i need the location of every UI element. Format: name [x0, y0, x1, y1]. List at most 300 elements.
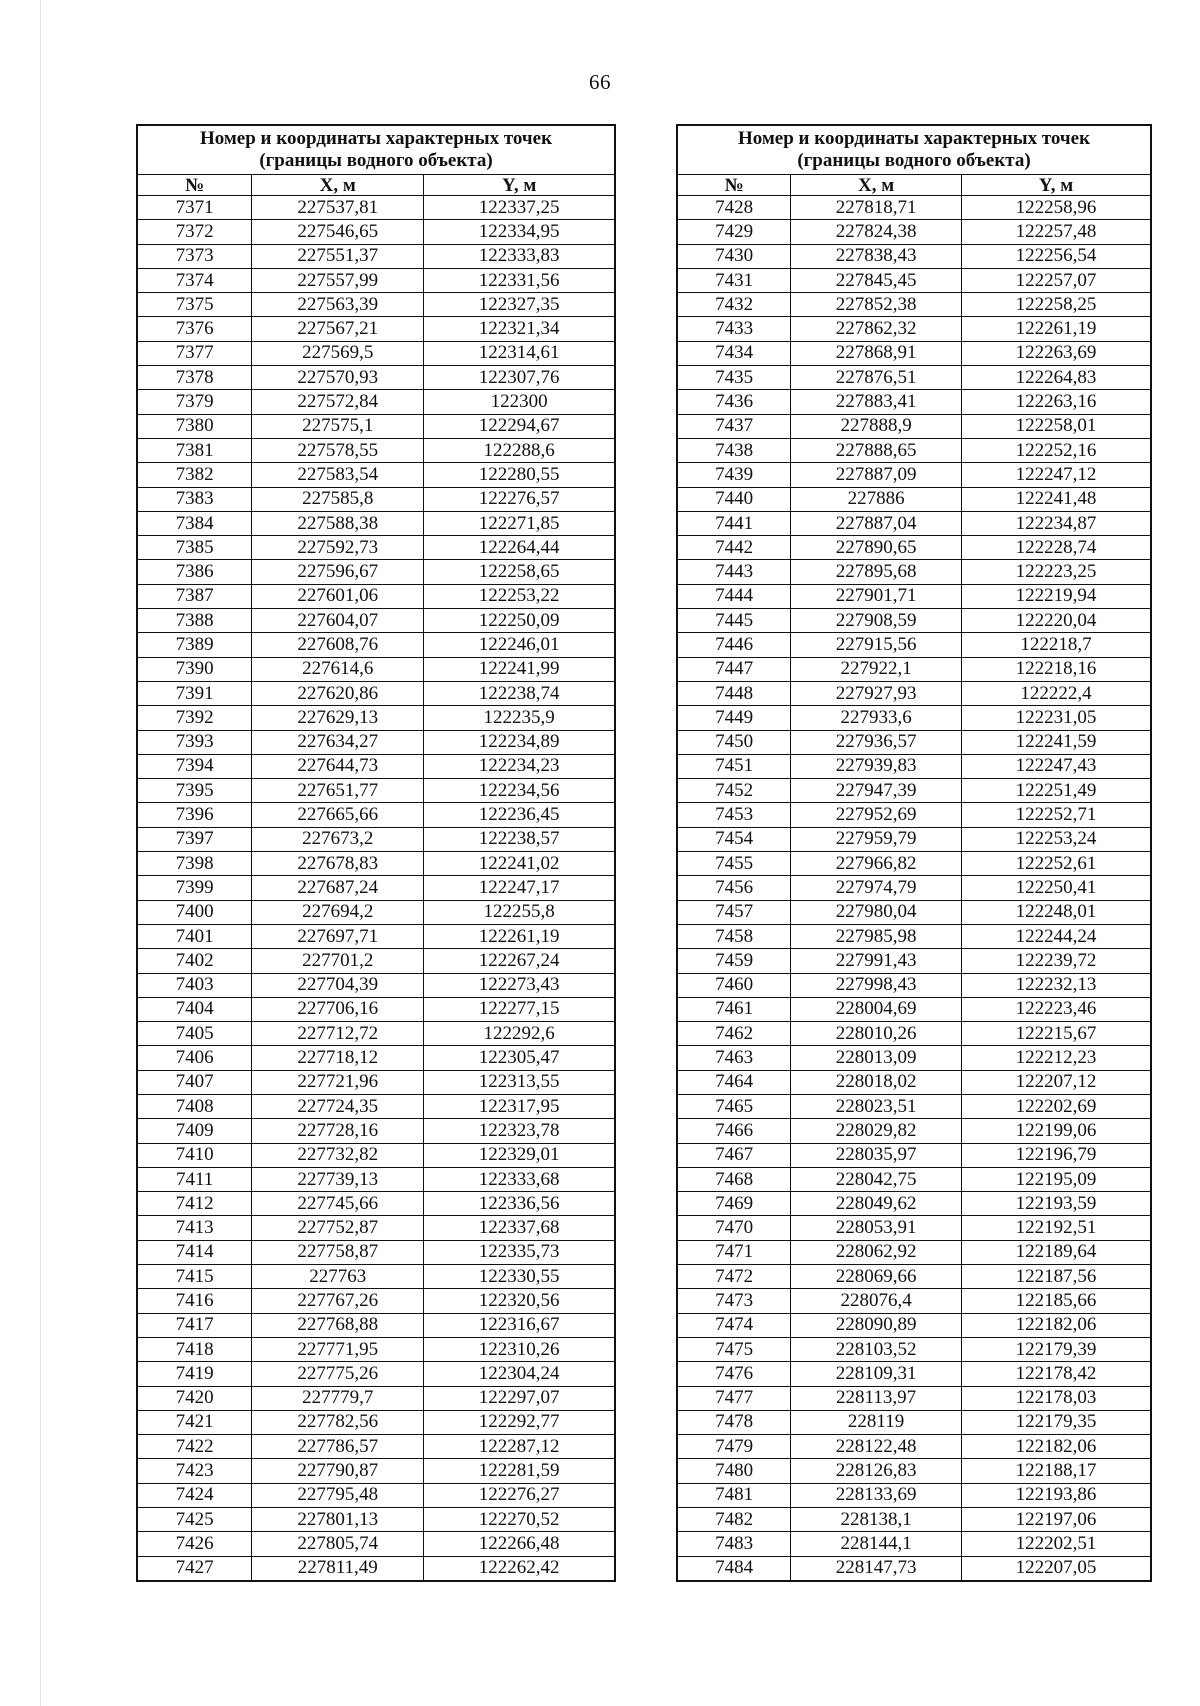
x-coordinate-cell: 227578,55 — [252, 438, 424, 462]
table-row — [677, 924, 1151, 948]
table-row — [677, 997, 1151, 1021]
point-number-cell: 7449 — [677, 706, 791, 730]
table-row — [137, 1459, 615, 1483]
table-row — [137, 609, 615, 633]
y-coordinate-cell: 122234,87 — [961, 511, 1151, 535]
y-coordinate-cell: 122222,4 — [961, 681, 1151, 705]
point-number-cell: 7420 — [137, 1386, 252, 1410]
point-number-cell: 7452 — [677, 779, 791, 803]
y-coordinate-cell: 122263,69 — [961, 341, 1151, 365]
y-coordinate-cell: 122250,41 — [961, 876, 1151, 900]
point-number-cell: 7374 — [137, 268, 252, 292]
x-coordinate-cell: 227862,32 — [791, 317, 962, 341]
x-coordinate-cell: 228138,1 — [791, 1508, 962, 1532]
table-row — [137, 584, 615, 608]
table-row — [137, 1070, 615, 1094]
point-number-cell: 7477 — [677, 1386, 791, 1410]
x-coordinate-cell: 227771,95 — [252, 1337, 424, 1361]
x-coordinate-cell: 227998,43 — [791, 973, 962, 997]
point-number-cell: 7423 — [137, 1459, 252, 1483]
table-row — [137, 1313, 615, 1337]
y-coordinate-cell: 122220,04 — [961, 609, 1151, 633]
table-row — [677, 657, 1151, 681]
point-number-cell: 7386 — [137, 560, 252, 584]
x-coordinate-cell: 227537,81 — [252, 196, 424, 220]
table-row — [677, 438, 1151, 462]
table-row — [137, 463, 615, 487]
y-coordinate-cell: 122255,8 — [424, 900, 615, 924]
table-row — [137, 1119, 615, 1143]
point-number-cell: 7393 — [137, 730, 252, 754]
point-number-cell: 7379 — [137, 390, 252, 414]
x-coordinate-cell: 227551,37 — [252, 244, 424, 268]
x-coordinate-cell: 227985,98 — [791, 924, 962, 948]
y-coordinate-cell: 122263,16 — [961, 390, 1151, 414]
table-row — [137, 1508, 615, 1532]
y-coordinate-cell: 122189,64 — [961, 1240, 1151, 1264]
table-row — [137, 244, 615, 268]
table-row — [137, 1094, 615, 1118]
x-coordinate-cell: 227883,41 — [791, 390, 962, 414]
point-number-cell: 7446 — [677, 633, 791, 657]
table-caption — [137, 125, 615, 175]
x-coordinate-cell: 227947,39 — [791, 779, 962, 803]
table-row — [137, 633, 615, 657]
x-coordinate-cell: 227959,79 — [791, 827, 962, 851]
column-header-y: Y, м — [961, 175, 1151, 196]
x-coordinate-cell: 228013,09 — [791, 1046, 962, 1070]
table-row — [137, 317, 615, 341]
coordinates-table-right — [676, 124, 1152, 1582]
x-coordinate-cell: 227895,68 — [791, 560, 962, 584]
table-row — [137, 997, 615, 1021]
table-row — [137, 511, 615, 535]
table-row — [137, 973, 615, 997]
table-header-row — [677, 175, 1151, 196]
x-coordinate-cell: 227790,87 — [252, 1459, 424, 1483]
point-number-cell: 7399 — [137, 876, 252, 900]
y-coordinate-cell: 122179,39 — [961, 1337, 1151, 1361]
y-coordinate-cell: 122202,51 — [961, 1532, 1151, 1556]
table-row — [677, 220, 1151, 244]
x-coordinate-cell: 227888,9 — [791, 414, 962, 438]
x-coordinate-cell: 227634,27 — [252, 730, 424, 754]
y-coordinate-cell: 122247,12 — [961, 463, 1151, 487]
x-coordinate-cell: 227966,82 — [791, 852, 962, 876]
point-number-cell: 7447 — [677, 657, 791, 681]
point-number-cell: 7380 — [137, 414, 252, 438]
x-coordinate-cell: 227939,83 — [791, 754, 962, 778]
y-coordinate-cell: 122246,01 — [424, 633, 615, 657]
table-row — [137, 560, 615, 584]
x-coordinate-cell: 227915,56 — [791, 633, 962, 657]
point-number-cell: 7479 — [677, 1435, 791, 1459]
y-coordinate-cell: 122241,59 — [961, 730, 1151, 754]
x-coordinate-cell: 227601,06 — [252, 584, 424, 608]
table-row — [677, 1240, 1151, 1264]
x-coordinate-cell: 227933,6 — [791, 706, 962, 730]
point-number-cell: 7459 — [677, 949, 791, 973]
point-number-cell: 7401 — [137, 924, 252, 948]
point-number-cell: 7382 — [137, 463, 252, 487]
point-number-cell: 7419 — [137, 1362, 252, 1386]
x-coordinate-cell: 228144,1 — [791, 1532, 962, 1556]
table-row — [677, 1094, 1151, 1118]
point-number-cell: 7429 — [677, 220, 791, 244]
table-row — [677, 1386, 1151, 1410]
table-row — [137, 341, 615, 365]
x-coordinate-cell: 227687,24 — [252, 876, 424, 900]
table-row — [137, 1410, 615, 1434]
y-coordinate-cell: 122257,48 — [961, 220, 1151, 244]
point-number-cell: 7475 — [677, 1337, 791, 1361]
point-number-cell: 7426 — [137, 1532, 252, 1556]
x-coordinate-cell: 227795,48 — [252, 1483, 424, 1507]
x-coordinate-cell: 227838,43 — [791, 244, 962, 268]
point-number-cell: 7377 — [137, 341, 252, 365]
point-number-cell: 7427 — [137, 1556, 252, 1581]
table-row — [137, 1022, 615, 1046]
table-row — [677, 779, 1151, 803]
point-number-cell: 7458 — [677, 924, 791, 948]
x-coordinate-cell: 227570,93 — [252, 366, 424, 390]
x-coordinate-cell: 227724,35 — [252, 1094, 424, 1118]
table-row — [137, 1337, 615, 1361]
x-coordinate-cell: 228147,73 — [791, 1556, 962, 1581]
table-caption — [677, 125, 1151, 175]
x-coordinate-cell: 227620,86 — [252, 681, 424, 705]
point-number-cell: 7410 — [137, 1143, 252, 1167]
point-number-cell: 7425 — [137, 1508, 252, 1532]
point-number-cell: 7373 — [137, 244, 252, 268]
point-number-cell: 7463 — [677, 1046, 791, 1070]
table-row — [677, 949, 1151, 973]
y-coordinate-cell: 122207,12 — [961, 1070, 1151, 1094]
y-coordinate-cell: 122288,6 — [424, 438, 615, 462]
table-row — [137, 754, 615, 778]
point-number-cell: 7471 — [677, 1240, 791, 1264]
x-coordinate-cell: 227811,49 — [252, 1556, 424, 1581]
x-coordinate-cell: 228010,26 — [791, 1022, 962, 1046]
x-coordinate-cell: 227801,13 — [252, 1508, 424, 1532]
x-coordinate-cell: 228029,82 — [791, 1119, 962, 1143]
x-coordinate-cell: 227706,16 — [252, 997, 424, 1021]
table-row — [677, 196, 1151, 220]
point-number-cell: 7439 — [677, 463, 791, 487]
table-row — [677, 1046, 1151, 1070]
x-coordinate-cell: 227697,71 — [252, 924, 424, 948]
table-row — [677, 876, 1151, 900]
y-coordinate-cell: 122320,56 — [424, 1289, 615, 1313]
point-number-cell: 7394 — [137, 754, 252, 778]
point-number-cell: 7470 — [677, 1216, 791, 1240]
x-coordinate-cell: 227752,87 — [252, 1216, 424, 1240]
point-number-cell: 7473 — [677, 1289, 791, 1313]
y-coordinate-cell: 122335,73 — [424, 1240, 615, 1264]
point-number-cell: 7428 — [677, 196, 791, 220]
table-row — [137, 414, 615, 438]
y-coordinate-cell: 122297,07 — [424, 1386, 615, 1410]
table-row — [137, 1240, 615, 1264]
point-number-cell: 7462 — [677, 1022, 791, 1046]
y-coordinate-cell: 122258,25 — [961, 293, 1151, 317]
point-number-cell: 7384 — [137, 511, 252, 535]
point-number-cell: 7460 — [677, 973, 791, 997]
point-number-cell: 7483 — [677, 1532, 791, 1556]
x-coordinate-cell: 228126,83 — [791, 1459, 962, 1483]
point-number-cell: 7430 — [677, 244, 791, 268]
point-number-cell: 7418 — [137, 1337, 252, 1361]
table-body — [137, 196, 615, 1581]
table-row — [137, 852, 615, 876]
table-row — [677, 1022, 1151, 1046]
point-number-cell: 7385 — [137, 536, 252, 560]
x-coordinate-cell: 227712,72 — [252, 1022, 424, 1046]
y-coordinate-cell: 122238,74 — [424, 681, 615, 705]
x-coordinate-cell: 228109,31 — [791, 1362, 962, 1386]
y-coordinate-cell: 122252,71 — [961, 803, 1151, 827]
table-caption-row — [677, 125, 1151, 175]
x-coordinate-cell: 227608,76 — [252, 633, 424, 657]
x-coordinate-cell: 227936,57 — [791, 730, 962, 754]
y-coordinate-cell: 122234,56 — [424, 779, 615, 803]
x-coordinate-cell: 227886 — [791, 487, 962, 511]
x-coordinate-cell: 227952,69 — [791, 803, 962, 827]
y-coordinate-cell: 122239,72 — [961, 949, 1151, 973]
y-coordinate-cell: 122199,06 — [961, 1119, 1151, 1143]
table-row — [137, 1046, 615, 1070]
x-coordinate-cell: 227557,99 — [252, 268, 424, 292]
x-coordinate-cell: 227728,16 — [252, 1119, 424, 1143]
table-row — [137, 706, 615, 730]
x-coordinate-cell: 227673,2 — [252, 827, 424, 851]
table-row — [677, 827, 1151, 851]
point-number-cell: 7397 — [137, 827, 252, 851]
y-coordinate-cell: 122248,01 — [961, 900, 1151, 924]
point-number-cell: 7390 — [137, 657, 252, 681]
x-coordinate-cell: 227805,74 — [252, 1532, 424, 1556]
x-coordinate-cell: 227991,43 — [791, 949, 962, 973]
table-row — [677, 317, 1151, 341]
y-coordinate-cell: 122178,42 — [961, 1362, 1151, 1386]
y-coordinate-cell: 122294,67 — [424, 414, 615, 438]
table-row — [137, 293, 615, 317]
y-coordinate-cell: 122234,89 — [424, 730, 615, 754]
x-coordinate-cell: 227721,96 — [252, 1070, 424, 1094]
point-number-cell: 7404 — [137, 997, 252, 1021]
y-coordinate-cell: 122276,57 — [424, 487, 615, 511]
x-coordinate-cell: 227768,88 — [252, 1313, 424, 1337]
point-number-cell: 7392 — [137, 706, 252, 730]
table-row — [137, 1167, 615, 1191]
y-coordinate-cell: 122182,06 — [961, 1313, 1151, 1337]
y-coordinate-cell: 122300 — [424, 390, 615, 414]
y-coordinate-cell: 122257,07 — [961, 268, 1151, 292]
point-number-cell: 7371 — [137, 196, 252, 220]
x-coordinate-cell: 227732,82 — [252, 1143, 424, 1167]
point-number-cell: 7389 — [137, 633, 252, 657]
y-coordinate-cell: 122253,22 — [424, 584, 615, 608]
x-coordinate-cell: 228122,48 — [791, 1435, 962, 1459]
table-row — [677, 487, 1151, 511]
table-row — [677, 803, 1151, 827]
y-coordinate-cell: 122228,74 — [961, 536, 1151, 560]
point-number-cell: 7457 — [677, 900, 791, 924]
table-row — [137, 220, 615, 244]
y-coordinate-cell: 122253,24 — [961, 827, 1151, 851]
table-row — [137, 779, 615, 803]
y-coordinate-cell: 122310,26 — [424, 1337, 615, 1361]
coordinates-table-left — [136, 124, 616, 1582]
point-number-cell: 7468 — [677, 1167, 791, 1191]
point-number-cell: 7414 — [137, 1240, 252, 1264]
y-coordinate-cell: 122192,51 — [961, 1216, 1151, 1240]
y-coordinate-cell: 122178,03 — [961, 1386, 1151, 1410]
x-coordinate-cell: 228042,75 — [791, 1167, 962, 1191]
table-row — [137, 1532, 615, 1556]
point-number-cell: 7455 — [677, 852, 791, 876]
column-header-number: № — [137, 175, 252, 196]
point-number-cell: 7433 — [677, 317, 791, 341]
y-coordinate-cell: 122264,44 — [424, 536, 615, 560]
point-number-cell: 7442 — [677, 536, 791, 560]
point-number-cell: 7372 — [137, 220, 252, 244]
x-coordinate-cell: 227585,8 — [252, 487, 424, 511]
table-row — [677, 536, 1151, 560]
y-coordinate-cell: 122273,43 — [424, 973, 615, 997]
point-number-cell: 7375 — [137, 293, 252, 317]
page-number: 66 — [589, 70, 611, 94]
y-coordinate-cell: 122195,09 — [961, 1167, 1151, 1191]
y-coordinate-cell: 122271,85 — [424, 511, 615, 535]
table-row — [137, 1289, 615, 1313]
table-row — [137, 1265, 615, 1289]
point-number-cell: 7378 — [137, 366, 252, 390]
table-row — [677, 390, 1151, 414]
y-coordinate-cell: 122182,06 — [961, 1435, 1151, 1459]
y-coordinate-cell: 122212,23 — [961, 1046, 1151, 1070]
x-coordinate-cell: 228069,66 — [791, 1265, 962, 1289]
point-number-cell: 7416 — [137, 1289, 252, 1313]
x-coordinate-cell: 227694,2 — [252, 900, 424, 924]
table-row — [137, 268, 615, 292]
table-row — [677, 1313, 1151, 1337]
y-coordinate-cell: 122207,05 — [961, 1556, 1151, 1581]
y-coordinate-cell: 122292,77 — [424, 1410, 615, 1434]
table-row — [137, 876, 615, 900]
y-coordinate-cell: 122321,34 — [424, 317, 615, 341]
point-number-cell: 7436 — [677, 390, 791, 414]
x-coordinate-cell: 227701,2 — [252, 949, 424, 973]
x-coordinate-cell: 228090,89 — [791, 1313, 962, 1337]
x-coordinate-cell: 227745,66 — [252, 1192, 424, 1216]
point-number-cell: 7484 — [677, 1556, 791, 1581]
y-coordinate-cell: 122317,95 — [424, 1094, 615, 1118]
point-number-cell: 7421 — [137, 1410, 252, 1434]
y-coordinate-cell: 122281,59 — [424, 1459, 615, 1483]
x-coordinate-cell: 227887,04 — [791, 511, 962, 535]
y-coordinate-cell: 122258,01 — [961, 414, 1151, 438]
point-number-cell: 7376 — [137, 317, 252, 341]
y-coordinate-cell: 122270,52 — [424, 1508, 615, 1532]
x-coordinate-cell: 227704,39 — [252, 973, 424, 997]
y-coordinate-cell: 122234,23 — [424, 754, 615, 778]
x-coordinate-cell: 227678,83 — [252, 852, 424, 876]
table-row — [137, 1435, 615, 1459]
y-coordinate-cell: 122193,86 — [961, 1483, 1151, 1507]
x-coordinate-cell: 227922,1 — [791, 657, 962, 681]
y-coordinate-cell: 122337,25 — [424, 196, 615, 220]
x-coordinate-cell: 227887,09 — [791, 463, 962, 487]
point-number-cell: 7403 — [137, 973, 252, 997]
point-number-cell: 7431 — [677, 268, 791, 292]
x-coordinate-cell: 228053,91 — [791, 1216, 962, 1240]
y-coordinate-cell: 122251,49 — [961, 779, 1151, 803]
table-row — [677, 1508, 1151, 1532]
table-row — [137, 1216, 615, 1240]
x-coordinate-cell: 228103,52 — [791, 1337, 962, 1361]
y-coordinate-cell: 122202,69 — [961, 1094, 1151, 1118]
point-number-cell: 7441 — [677, 511, 791, 535]
point-number-cell: 7454 — [677, 827, 791, 851]
x-coordinate-cell: 227665,66 — [252, 803, 424, 827]
point-number-cell: 7406 — [137, 1046, 252, 1070]
point-number-cell: 7387 — [137, 584, 252, 608]
x-coordinate-cell: 227739,13 — [252, 1167, 424, 1191]
table-caption-line-1: Номер и координаты характерных точек — [199, 128, 553, 149]
x-coordinate-cell: 228133,69 — [791, 1483, 962, 1507]
y-coordinate-cell: 122250,09 — [424, 609, 615, 633]
point-number-cell: 7434 — [677, 341, 791, 365]
y-coordinate-cell: 122307,76 — [424, 366, 615, 390]
point-number-cell: 7469 — [677, 1192, 791, 1216]
point-number-cell: 7407 — [137, 1070, 252, 1094]
point-number-cell: 7411 — [137, 1167, 252, 1191]
y-coordinate-cell: 122223,25 — [961, 560, 1151, 584]
point-number-cell: 7435 — [677, 366, 791, 390]
x-coordinate-cell: 227604,07 — [252, 609, 424, 633]
y-coordinate-cell: 122314,61 — [424, 341, 615, 365]
x-coordinate-cell: 227980,04 — [791, 900, 962, 924]
table-row — [677, 706, 1151, 730]
x-coordinate-cell: 227567,21 — [252, 317, 424, 341]
y-coordinate-cell: 122193,59 — [961, 1192, 1151, 1216]
point-number-cell: 7482 — [677, 1508, 791, 1532]
table-row — [677, 1119, 1151, 1143]
x-coordinate-cell: 227763 — [252, 1265, 424, 1289]
table-row — [677, 293, 1151, 317]
point-number-cell: 7412 — [137, 1192, 252, 1216]
y-coordinate-cell: 122232,13 — [961, 973, 1151, 997]
table-row — [677, 1070, 1151, 1094]
y-coordinate-cell: 122219,94 — [961, 584, 1151, 608]
x-coordinate-cell: 227890,65 — [791, 536, 962, 560]
point-number-cell: 7437 — [677, 414, 791, 438]
y-coordinate-cell: 122256,54 — [961, 244, 1151, 268]
table-caption-line-2: (границы водного объекта) — [797, 150, 1031, 171]
point-number-cell: 7476 — [677, 1362, 791, 1386]
y-coordinate-cell: 122336,56 — [424, 1192, 615, 1216]
x-coordinate-cell: 227974,79 — [791, 876, 962, 900]
y-coordinate-cell: 122241,02 — [424, 852, 615, 876]
y-coordinate-cell: 122261,19 — [424, 924, 615, 948]
y-coordinate-cell: 122196,79 — [961, 1143, 1151, 1167]
table-row — [677, 1265, 1151, 1289]
y-coordinate-cell: 122231,05 — [961, 706, 1151, 730]
x-coordinate-cell: 227868,91 — [791, 341, 962, 365]
y-coordinate-cell: 122241,48 — [961, 487, 1151, 511]
point-number-cell: 7480 — [677, 1459, 791, 1483]
